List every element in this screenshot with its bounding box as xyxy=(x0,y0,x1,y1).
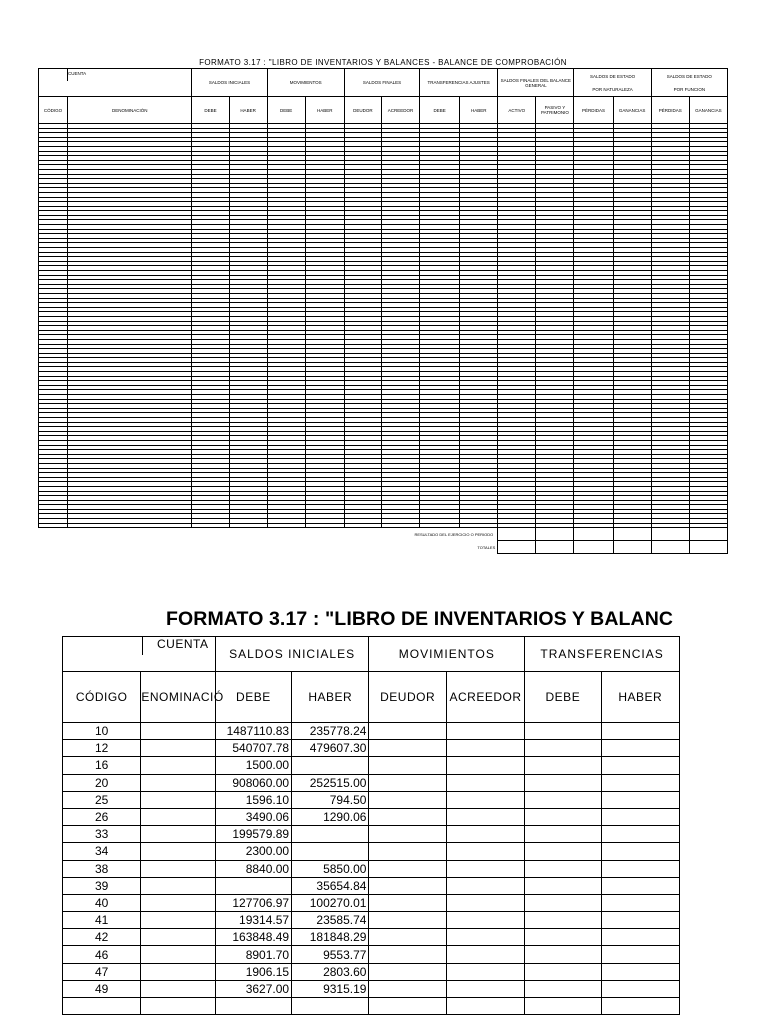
group-movimientos: MOVIMIENTOS xyxy=(267,69,344,97)
denominacion-cell xyxy=(141,740,215,757)
codigo-cell: 20 xyxy=(63,774,141,791)
haber-cell: 9315.19 xyxy=(292,980,369,997)
cutoff-cell xyxy=(215,998,291,1015)
haber-cell xyxy=(601,980,679,997)
denominacion-cell xyxy=(141,963,215,980)
table-row xyxy=(63,946,680,963)
haber-cell xyxy=(601,808,679,825)
col-perdidas: PÉRDIDAS xyxy=(574,97,613,124)
deudor-cell xyxy=(369,946,446,963)
cutoff-cell xyxy=(446,998,524,1015)
codigo-cell: 25 xyxy=(63,791,141,808)
table-row xyxy=(63,826,680,843)
totales-cell xyxy=(536,541,574,554)
group-transferencias: TRANSFERENCIAS xyxy=(525,637,680,672)
haber-cell: 181848.29 xyxy=(292,929,369,946)
totales-cell xyxy=(651,541,689,554)
haber-cell xyxy=(601,843,679,860)
codigo-cell: 42 xyxy=(63,929,141,946)
totales-cell xyxy=(689,541,727,554)
debe-cell xyxy=(525,980,601,997)
acreedor-cell xyxy=(446,843,524,860)
group-saldos-finales: SALDOS FINALES xyxy=(344,69,419,97)
acreedor-cell xyxy=(446,963,524,980)
cuenta-header: CUENTA xyxy=(63,637,216,672)
acreedor-cell xyxy=(446,791,524,808)
group-estado-funcion xyxy=(651,69,727,97)
denominacion-cell xyxy=(141,826,215,843)
haber-cell: 9553.77 xyxy=(292,946,369,963)
deudor-cell xyxy=(369,929,446,946)
col-acreedor: ACREEDOR xyxy=(446,672,524,723)
haber-cell xyxy=(601,929,679,946)
haber-cell: 35654.84 xyxy=(292,877,369,894)
col-haber: HABER xyxy=(601,672,679,723)
debe-cell xyxy=(525,929,601,946)
denominacion-cell xyxy=(141,860,215,877)
debe-cell xyxy=(525,963,601,980)
codigo-cell: 16 xyxy=(63,757,141,774)
col-haber: HABER xyxy=(292,672,369,723)
table-row xyxy=(63,774,680,791)
col-denominacion: DENOMINACIÓN xyxy=(68,97,192,124)
col-debe: DEBE xyxy=(215,672,291,723)
acreedor-cell xyxy=(446,826,524,843)
denominacion-cell xyxy=(141,929,215,946)
table-row xyxy=(63,963,680,980)
debe-cell xyxy=(525,843,601,860)
codigo-cell: 10 xyxy=(63,723,141,740)
haber-cell xyxy=(601,963,679,980)
cutoff-cell xyxy=(141,998,215,1015)
debe-cell xyxy=(525,946,601,963)
table-row xyxy=(63,877,680,894)
debe-cell: 163848.49 xyxy=(215,929,291,946)
debe-cell xyxy=(215,877,291,894)
acreedor-cell xyxy=(446,894,524,911)
table-row xyxy=(63,843,680,860)
deudor-cell xyxy=(369,774,446,791)
denominacion-cell xyxy=(141,980,215,997)
col-acreedor: ACREEDOR xyxy=(381,97,419,124)
table-row xyxy=(63,912,680,929)
debe-cell xyxy=(525,912,601,929)
resultado-cell xyxy=(574,528,613,541)
table-row xyxy=(63,998,680,1015)
table-row xyxy=(63,860,680,877)
acreedor-cell xyxy=(446,860,524,877)
deudor-cell xyxy=(369,757,446,774)
group-saldos-iniciales: SALDOS INICIALES xyxy=(215,637,369,672)
haber-cell: 2803.60 xyxy=(292,963,369,980)
haber-cell: 1290.06 xyxy=(292,808,369,825)
debe-cell: 3490.06 xyxy=(215,808,291,825)
deudor-cell xyxy=(369,912,446,929)
col-haber: HABER xyxy=(305,97,344,124)
totales-cell xyxy=(613,541,651,554)
codigo-cell: 39 xyxy=(63,877,141,894)
denominacion-cell xyxy=(141,723,215,740)
denominacion-cell xyxy=(141,946,215,963)
col-deudor: DEUDOR xyxy=(369,672,446,723)
debe-cell xyxy=(525,894,601,911)
table-row xyxy=(63,791,680,808)
haber-cell xyxy=(601,723,679,740)
col-debe: DEBE xyxy=(192,97,229,124)
form-title: FORMATO 3.17 : "LIBRO DE INVENTARIOS Y BALANCES - BALANCE DE COMPROBACIÓN xyxy=(199,58,567,67)
estado-funcion-line2: POR FUNCION xyxy=(673,86,706,92)
col-ganancias: GANANCIAS xyxy=(689,97,727,124)
acreedor-cell xyxy=(446,929,524,946)
codigo-cell: 34 xyxy=(63,843,141,860)
debe-cell: 199579.89 xyxy=(215,826,291,843)
debe-cell xyxy=(525,740,601,757)
totales-cell xyxy=(498,541,536,554)
codigo-cell: 38 xyxy=(63,860,141,877)
totales-cell xyxy=(574,541,613,554)
acreedor-cell xyxy=(446,808,524,825)
col-ganancias: GANANCIAS xyxy=(613,97,651,124)
acreedor-cell xyxy=(446,740,524,757)
debe-cell: 127706.97 xyxy=(215,894,291,911)
zoomed-title: FORMATO 3.17 : "LIBRO DE INVENTARIOS Y BALANC xyxy=(166,608,674,630)
codigo-cell: 33 xyxy=(63,826,141,843)
estado-naturaleza-line2: POR NATURALEZA xyxy=(592,86,633,92)
acreedor-cell xyxy=(446,723,524,740)
table-row xyxy=(63,740,680,757)
acreedor-cell xyxy=(446,946,524,963)
debe-cell: 1487110.83 xyxy=(215,723,291,740)
deudor-cell xyxy=(369,980,446,997)
acreedor-cell xyxy=(446,877,524,894)
table-row xyxy=(63,894,680,911)
resultado-label: RESULTADO DEL EJERCICIO O PERIODO xyxy=(414,532,494,537)
group-transferencias: TRANSFERENCIAS AJUSTES xyxy=(420,69,498,97)
debe-cell xyxy=(525,757,601,774)
totales-label: TOTALES xyxy=(477,544,496,550)
denominacion-cell xyxy=(141,912,215,929)
haber-cell xyxy=(601,860,679,877)
denominacion-cell xyxy=(141,808,215,825)
debe-cell xyxy=(525,826,601,843)
acreedor-cell xyxy=(446,912,524,929)
debe-cell xyxy=(525,791,601,808)
haber-cell: 794.50 xyxy=(292,791,369,808)
estado-funcion-line1: SALDOS DE ESTADO xyxy=(666,73,712,79)
resultado-cell xyxy=(689,528,727,541)
deudor-cell xyxy=(369,723,446,740)
codigo-cell: 12 xyxy=(63,740,141,757)
deudor-cell xyxy=(369,963,446,980)
col-haber: HABER xyxy=(460,97,498,124)
debe-cell xyxy=(525,877,601,894)
col-codigo: CÓDIGO xyxy=(39,97,68,124)
debe-cell: 1906.15 xyxy=(215,963,291,980)
estado-naturaleza-line1: SALDOS DE ESTADO xyxy=(589,73,636,79)
resultado-cell xyxy=(651,528,689,541)
haber-cell xyxy=(601,946,679,963)
denominacion-cell xyxy=(141,757,215,774)
haber-cell xyxy=(601,877,679,894)
col-deudor: DEUDOR xyxy=(344,97,381,124)
col-codigo: CÓDIGO xyxy=(63,672,141,723)
debe-cell: 8901.70 xyxy=(215,946,291,963)
resultado-cell xyxy=(536,528,574,541)
group-movimientos: MOVIMIENTOS xyxy=(369,637,525,672)
acreedor-cell xyxy=(446,757,524,774)
denominacion-cell xyxy=(141,774,215,791)
col-debe: DEBE xyxy=(525,672,601,723)
codigo-cell: 46 xyxy=(63,946,141,963)
cutoff-cell xyxy=(369,998,446,1015)
deudor-cell xyxy=(369,843,446,860)
debe-cell: 540707.78 xyxy=(215,740,291,757)
deudor-cell xyxy=(369,860,446,877)
col-denominacion: ENOMINACIÓ xyxy=(141,672,215,723)
table-row xyxy=(63,808,680,825)
haber-cell xyxy=(601,774,679,791)
haber-cell xyxy=(601,740,679,757)
deudor-cell xyxy=(369,894,446,911)
debe-cell xyxy=(525,723,601,740)
haber-cell xyxy=(601,894,679,911)
col-haber: HABER xyxy=(229,97,267,124)
codigo-cell: 40 xyxy=(63,894,141,911)
deudor-cell xyxy=(369,877,446,894)
col-activo: ACTIVO xyxy=(498,97,536,124)
table-row xyxy=(63,980,680,997)
col-pasivo-patrimonio: PASIVO Y PATRIMONIO xyxy=(536,97,574,124)
haber-cell xyxy=(601,826,679,843)
haber-cell xyxy=(601,912,679,929)
haber-cell: 23585.74 xyxy=(292,912,369,929)
haber-cell: 235778.24 xyxy=(292,723,369,740)
group-balance-general: SALDOS FINALES DEL BALANCE GENERAL xyxy=(498,69,574,97)
denominacion-cell xyxy=(141,791,215,808)
codigo-cell: 49 xyxy=(63,980,141,997)
denominacion-cell xyxy=(141,843,215,860)
deudor-cell xyxy=(369,740,446,757)
cutoff-cell xyxy=(601,998,679,1015)
debe-cell: 3627.00 xyxy=(215,980,291,997)
debe-cell xyxy=(525,808,601,825)
denominacion-cell xyxy=(141,894,215,911)
table-row xyxy=(63,757,680,774)
debe-cell: 1596.10 xyxy=(215,791,291,808)
debe-cell: 1500.00 xyxy=(215,757,291,774)
col-perdidas: PÉRDIDAS xyxy=(651,97,689,124)
group-saldos-iniciales: SALDOS INICIALES xyxy=(192,69,267,97)
codigo-cell: 26 xyxy=(63,808,141,825)
acreedor-cell xyxy=(446,774,524,791)
haber-cell xyxy=(292,757,369,774)
debe-cell: 8840.00 xyxy=(215,860,291,877)
cutoff-cell xyxy=(292,998,369,1015)
resultado-cell xyxy=(498,528,536,541)
haber-cell: 5850.00 xyxy=(292,860,369,877)
haber-cell xyxy=(601,757,679,774)
haber-cell xyxy=(292,843,369,860)
cutoff-cell xyxy=(525,998,601,1015)
haber-cell xyxy=(601,791,679,808)
table-row xyxy=(63,929,680,946)
haber-cell: 479607.30 xyxy=(292,740,369,757)
deudor-cell xyxy=(369,808,446,825)
denominacion-cell xyxy=(141,877,215,894)
haber-cell xyxy=(292,826,369,843)
codigo-cell: 41 xyxy=(63,912,141,929)
debe-cell: 19314.57 xyxy=(215,912,291,929)
resultado-cell xyxy=(613,528,651,541)
codigo-cell: 47 xyxy=(63,963,141,980)
balance-table xyxy=(38,68,728,554)
col-debe: DEBE xyxy=(267,97,305,124)
zoomed-table xyxy=(62,636,680,1015)
deudor-cell xyxy=(369,791,446,808)
cutoff-cell xyxy=(63,998,141,1015)
debe-cell: 908060.00 xyxy=(215,774,291,791)
group-estado-naturaleza xyxy=(574,69,651,97)
deudor-cell xyxy=(369,826,446,843)
full-form-sheet xyxy=(38,57,728,554)
table-row xyxy=(63,723,680,740)
debe-cell xyxy=(525,860,601,877)
debe-cell: 2300.00 xyxy=(215,843,291,860)
col-debe: DEBE xyxy=(420,97,460,124)
debe-cell xyxy=(525,774,601,791)
cuenta-header: CUENTA xyxy=(39,69,192,97)
haber-cell: 100270.01 xyxy=(292,894,369,911)
haber-cell: 252515.00 xyxy=(292,774,369,791)
acreedor-cell xyxy=(446,980,524,997)
